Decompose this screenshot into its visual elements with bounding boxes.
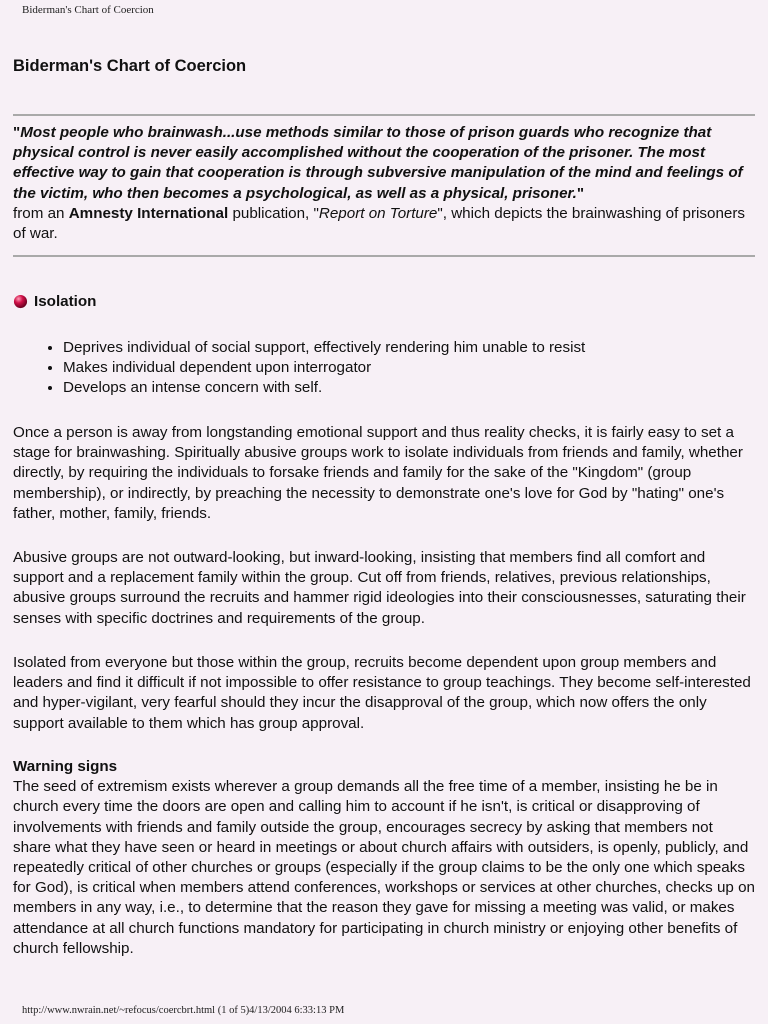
paragraph-2: Abusive groups are not outward-looking, but inward-looking, insisting that members find all comfort and support and a replacement family within the group. Cut off from friends, relatives, previous relationships, abusive groups surround the recruits and hammer rigid ideologies into their consciousnesses, saturating their senses with specific doctrines and requirements of the group.	[13, 549, 746, 627]
print-footer: http://www.nwrain.net/~refocus/coercbrt.html (1 of 5)4/13/2004 6:33:13 PM	[22, 1005, 345, 1016]
print-header: Biderman's Chart of Coercion	[22, 4, 154, 16]
quote-block	[13, 123, 755, 244]
quote-source: from an Amnesty International publication, "Report on Torture", which depicts the brainwashing of prisoners of war.	[13, 204, 745, 243]
red-ball-bullet-icon	[13, 294, 28, 309]
warning-section	[13, 757, 755, 959]
warning-title: Warning signs	[13, 758, 118, 775]
isolation-bullets	[13, 338, 755, 399]
top-divider	[13, 114, 755, 116]
quote-close-mark: "	[576, 184, 585, 202]
source-title: Report on Torture	[318, 204, 438, 222]
paragraph-1: Once a person is away from longstanding emotional support and thus reality checks, it is fairly easy to set a stage for brainwashing. Spiritually abusive groups work to isolate individuals from friends and family, whether directly, by requiring the individuals to forsake friends and family for the sake of the "Kingdom" (group membership), or indirectly, by preaching the necessity to demonstrate one's love for God by "hating" one's father, mother, family, friends.	[13, 424, 743, 522]
bottom-divider	[13, 255, 755, 257]
list-item: • Deprives individual of social support, effectively rendering him unable to resist	[63, 338, 755, 358]
list-item: • Makes individual dependent upon interrogator	[63, 358, 755, 378]
main-content	[13, 55, 755, 957]
quote-open-mark: "	[13, 124, 21, 141]
quote-text	[13, 123, 755, 204]
paragraph-3: Isolated from everyone but those within the group, recruits become dependent upon group members and leaders and find it difficult if not impossible to offer resistance to group teachings. They become self-interested and hyper-vigilant, very fearful should they incur the disapproval of the group, which now offers the only support available to them which has group approval.	[13, 654, 751, 732]
page-title: Biderman's Chart of Coercion	[13, 57, 247, 75]
quote-body: Most people who brainwash...use methods similar to those of prison guards who recognize that physical control is never easily accomplished without the cooperation of the prisoner. The most effective way to gain that cooperation is through subversive manipulation of the mind and feelings of the victim, who then becomes a psychological, as well as a physical, prisoner.	[13, 124, 743, 202]
list-item: • Develops an intense concern with self.	[63, 378, 755, 398]
source-org: Amnesty International	[68, 204, 229, 222]
section-title: Isolation	[34, 293, 97, 310]
warning-text: The seed of extremism exists wherever a group demands all the free time of a member, insisting he be in church every time the doors are open and calling him to account if he isn't, is critical or disapproving of involvements with friends and family outside the group, encourages secrecy by asking that members not share what they have seen or heard in meetings or about church affairs with outsiders, is openly, publicly, and repeatedly critical of other churches or groups (especially if the group claims to be the only one which speaks for God), is critical when members attend conferences, workshops or services at other churches, checks up on members in any way, i.e., to determine that the reason they gave for missing a meeting was valid, or makes attendance at all church functions mandatory for participating in church ministry or enjoying other benefits of church fellowship.	[13, 778, 755, 957]
section-heading	[13, 293, 96, 310]
